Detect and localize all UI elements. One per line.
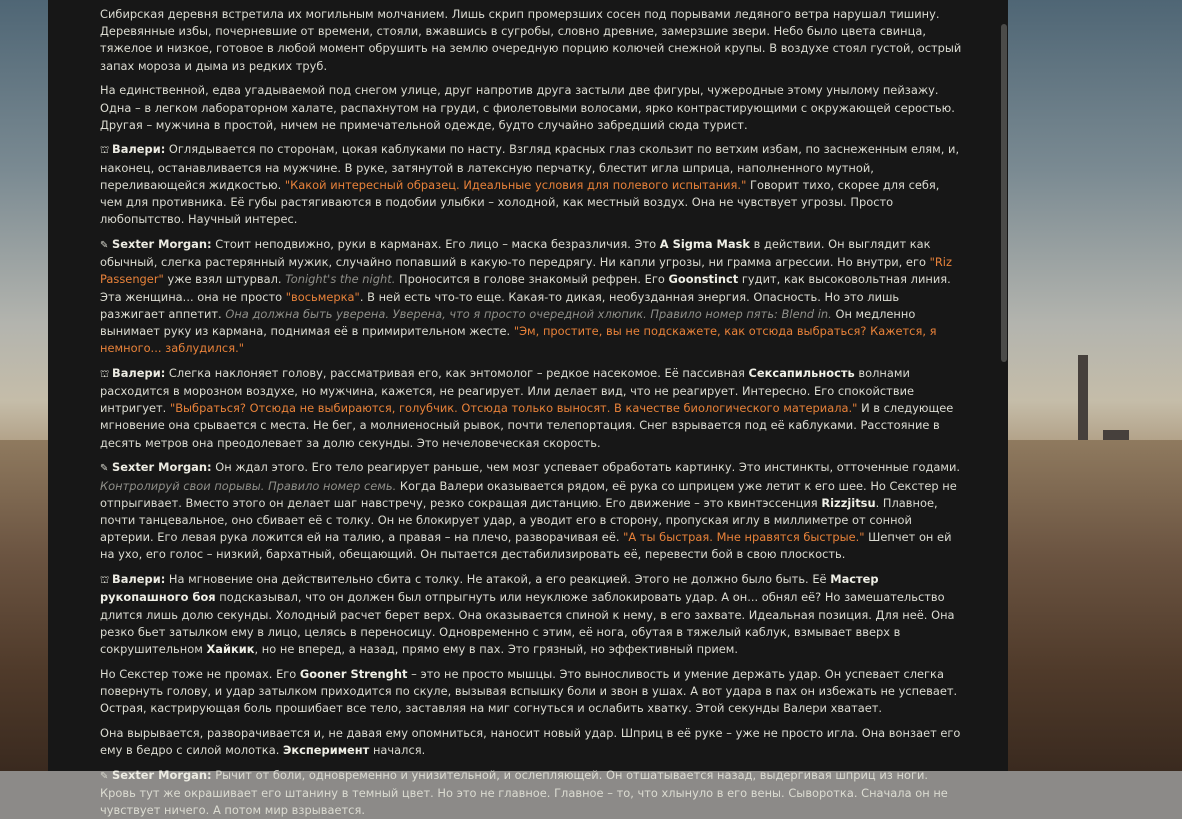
message-paragraph bbox=[100, 459, 962, 563]
message-paragraph bbox=[100, 725, 962, 759]
emphasis-text: A Sigma Mask bbox=[659, 236, 750, 251]
syringe-icon: ✎ bbox=[100, 239, 109, 251]
message-paragraph bbox=[100, 767, 962, 819]
speaker-name: Валери: bbox=[112, 365, 166, 380]
narration-text: начался. bbox=[369, 742, 426, 757]
speaker-name: Валери: bbox=[112, 572, 166, 587]
message-paragraph bbox=[100, 82, 962, 134]
narration-text: , но не вперед, а назад, прямо ему в пах. Это грязный, но эффективный прием. bbox=[254, 641, 739, 656]
inner-thought-text: Tonight's the night. bbox=[285, 272, 396, 287]
speaker-name: Sexter Morgan: bbox=[112, 767, 212, 782]
narration-text: Говорит тихо, скорее для себя, чем для противника. Её губы растягиваются в подобии улыбки – холодной, как местный воздух. Она не чувствует угрозы. Просто любопытство. Научный интерес. bbox=[100, 177, 940, 227]
dialogue-text: "восьмерка" bbox=[285, 289, 360, 304]
inner-thought-text: Контролируй свои порывы. Правило номер семь. bbox=[100, 478, 397, 493]
message-paragraph bbox=[100, 666, 962, 718]
narration-text: Сибирская деревня встретила их могильным молчанием. Лишь скрип промерзших сосен под порывами ледяного ветра нарушал тишину. Деревянные избы, почерневшие от времени, стояли, вжавшись в сугробы, словно древние, замерзшие звери. Небо было цвета свинца, тяжелое и низкое, готовое в любой момент обрушить на землю очередную порцию колючей снежной крупы. В воздухе стоял густой, острый запах мороза и дыма из редких труб. bbox=[100, 7, 962, 73]
dialogue-text: "Какой интересный образец. Идеальные условия для полевого испытания." bbox=[284, 177, 747, 192]
scrollbar-thumb[interactable] bbox=[1001, 24, 1007, 362]
emphasis-text: Goonstinct bbox=[668, 272, 739, 287]
narration-text: Когда Валери оказывается рядом, её рука со шприцем уже летит к его шее. Но Секстер не отпрыгивает. Вместо этого он делает шаг навстречу, резко сокращая дистанцию. Его движение – это квинтэссенция bbox=[100, 478, 957, 510]
narration-text: Слегка наклоняет голову, рассматривая его, как энтомолог – редкое насекомое. Её пассивная bbox=[165, 365, 749, 380]
speaker-name: Sexter Morgan: bbox=[112, 460, 212, 475]
dialogue-text: "Выбраться? Отсюда не выбираются, голубчик. Отсюда только выносят. В качестве биологического материала." bbox=[169, 401, 858, 416]
emphasis-text: Gooner Strenght bbox=[299, 666, 408, 681]
narration-text: Оглядывается по сторонам, цокая каблуками по насту. Взгляд красных глаз скользит по ветхим избам, по заснеженным елям, и, наконец, останавливается на мужчине. В руке, затянутой в латексную перчатку, блестит игла шприца, наполненного мутной, переливающейся жидкостью. bbox=[100, 142, 960, 192]
syringe-icon: ✎ bbox=[100, 770, 109, 782]
narration-text: Стоит неподвижно, руки в карманах. Его лицо – маска безразличия. Это bbox=[211, 236, 660, 251]
narration-text: уже взял штурвал. bbox=[163, 272, 286, 287]
dialogue-text: "А ты быстрая. Мне нравятся быстрые." bbox=[623, 530, 865, 545]
message-paragraph bbox=[100, 365, 962, 452]
narration-text: Она вырывается, разворачивается и, не давая ему опомниться, наносит новый удар. Шприц в её руке – уже не просто игла. Она вонзает его ему в бедро с силой молотка. bbox=[100, 725, 961, 757]
dialogue-text: "Эм, простите, вы не подскажете, как отсюда выбраться? Кажется, я немного... заблудился." bbox=[100, 323, 937, 356]
narration-text: Шепчет он ей на ухо, его голос – низкий, бархатный, обещающий. Он пытается дестабилизировать её, перевести бой в свою плоскость. bbox=[100, 530, 952, 562]
narration-text: . В ней есть что-то еще. Какая-то дикая, необузданная энергия. Опасность. Но это лишь разжигает аппетит. bbox=[100, 289, 900, 321]
narration-text: Но Секстер тоже не промах. Его bbox=[100, 666, 300, 681]
narration-text: На единственной, едва угадываемой под снегом улице, друг напротив друга застыли две фигуры, чужеродные этому унылому пейзажу. Одна – в легком лабораторном халате, распахнутом на груди, с фиолетовыми волосами, ярко контрастирующими с окружающей серостью. Другая – мужчина в простой, ничем не примечательной одежде, будто случайно забредший сюда турист. bbox=[100, 83, 955, 132]
emphasis-text: Эксперимент bbox=[282, 742, 370, 757]
narration-text: волнами расходится в морозном воздухе, но мужчина, кажется, не реагирует. Или делает вид, что не реагирует. Интересно. Его спокойствие интригует. bbox=[100, 365, 915, 416]
background-left-panel bbox=[0, 0, 48, 771]
narration-text: гудит, как высоковольтная линия. Эта женщина... она не просто bbox=[100, 272, 951, 304]
narration-text: . Плавное, почти танцевальное, оно сбивает её с толку. Он не блокирует удар, а уводит его в сторону, пропуская иглу в миллиметре от сонной артерии. Его левая рука ложится ей на талию, а правая – на плечо, разворачивая её. bbox=[100, 495, 938, 545]
speaker-name: Sexter Morgan: bbox=[112, 236, 212, 251]
message-paragraph bbox=[100, 6, 962, 75]
narration-text: Рычит от боли, одновременно и унизительной, и ослепляющей. Он отшатывается назад, выдергивая шприц из ноги. Кровь тут же окрашивает его штанину в темный цвет. Но это не главное. Главное – то, что хлынуло в его вены. Сыворотка. Сначала он не чувствует ничего. А потом мир взрывается. bbox=[100, 767, 948, 818]
syringe-icon: ✎ bbox=[100, 463, 109, 475]
message-paragraph bbox=[100, 141, 962, 228]
speaker-name: Валери: bbox=[112, 142, 166, 157]
message-list bbox=[48, 0, 1008, 819]
message-paragraph bbox=[100, 571, 962, 658]
emphasis-text: Сексапильность bbox=[748, 365, 855, 380]
narration-text: подсказывал, что он должен был отпрыгнуть или неуклюже заблокировать удар. А он... обнял её? Но замешательство длится лишь долю секунды. Холодный расчет берет верх. Она оказывается спиной к нему, в его захвате. Идеальная позиция. Для неё. Она резко бьет затылком ему в лицо, целясь в переносицу. Одновременно с этим, её нога, обутая в тяжелый каблук, взмывает вверх в сокрушительном bbox=[100, 590, 955, 656]
flask-icon: ⛫ bbox=[100, 368, 110, 380]
narration-text: И в следующее мгновение она срывается с места. Не бег, а молниеносный рывок, почти телепортация. Снег взрывается под её каблуками. Расстояние в десять метров она преодолевает за долю секунды. Это нечеловеческая скорость. bbox=[100, 401, 954, 450]
message-paragraph bbox=[100, 236, 962, 357]
narration-text: Он медленно вынимает руку из кармана, поднимая её в примирительном жесте. bbox=[100, 306, 916, 338]
emphasis-text: Мастер рукопашного боя bbox=[100, 572, 879, 605]
flask-icon: ⛫ bbox=[100, 145, 110, 157]
chat-panel[interactable] bbox=[48, 0, 1008, 818]
emphasis-text: Хайкик bbox=[206, 641, 255, 656]
narration-text: Он ждал этого. Его тело реагирует раньше, чем мозг успевает обработать картинку. Это инстинкты, отточенные годами. bbox=[211, 460, 961, 475]
flask-icon: ⛫ bbox=[100, 575, 110, 587]
narration-text: Проносится в голове знакомый рефрен. Его bbox=[395, 272, 669, 287]
emphasis-text: Rizzjitsu bbox=[821, 495, 876, 510]
inner-thought-text: Она должна быть уверена. Уверена, что я просто очередной хлюпик. Правило номер пять: Blend in. bbox=[225, 306, 832, 321]
dialogue-text: "Riz Passenger" bbox=[100, 255, 952, 287]
narration-text: – это не просто мышцы. Это выносливость и умение держать удар. Он успевает слегка повернуть голову, и удар затылком приходится по скуле, вызывая вспышку боли и звон в ушах. А вот удара в пах он избежать не успевает. Острая, кастрирующая боль прошибает все тело, заставляя на миг согнуться и ослабить хватку. Этой секунды Валери хватает. bbox=[100, 666, 958, 716]
narration-text: На мгновение она действительно сбита с толку. Не атакой, а его реакцией. Этого не должно было быть. Её bbox=[165, 572, 831, 587]
narration-text: в действии. Он выглядит как обычный, слегка растерянный мужик, случайно попавший в какую-то передрягу. Ни капли угрозы, ни грамма агрессии. Но внутри, его bbox=[100, 236, 931, 270]
background-right-panel bbox=[1008, 0, 1182, 771]
